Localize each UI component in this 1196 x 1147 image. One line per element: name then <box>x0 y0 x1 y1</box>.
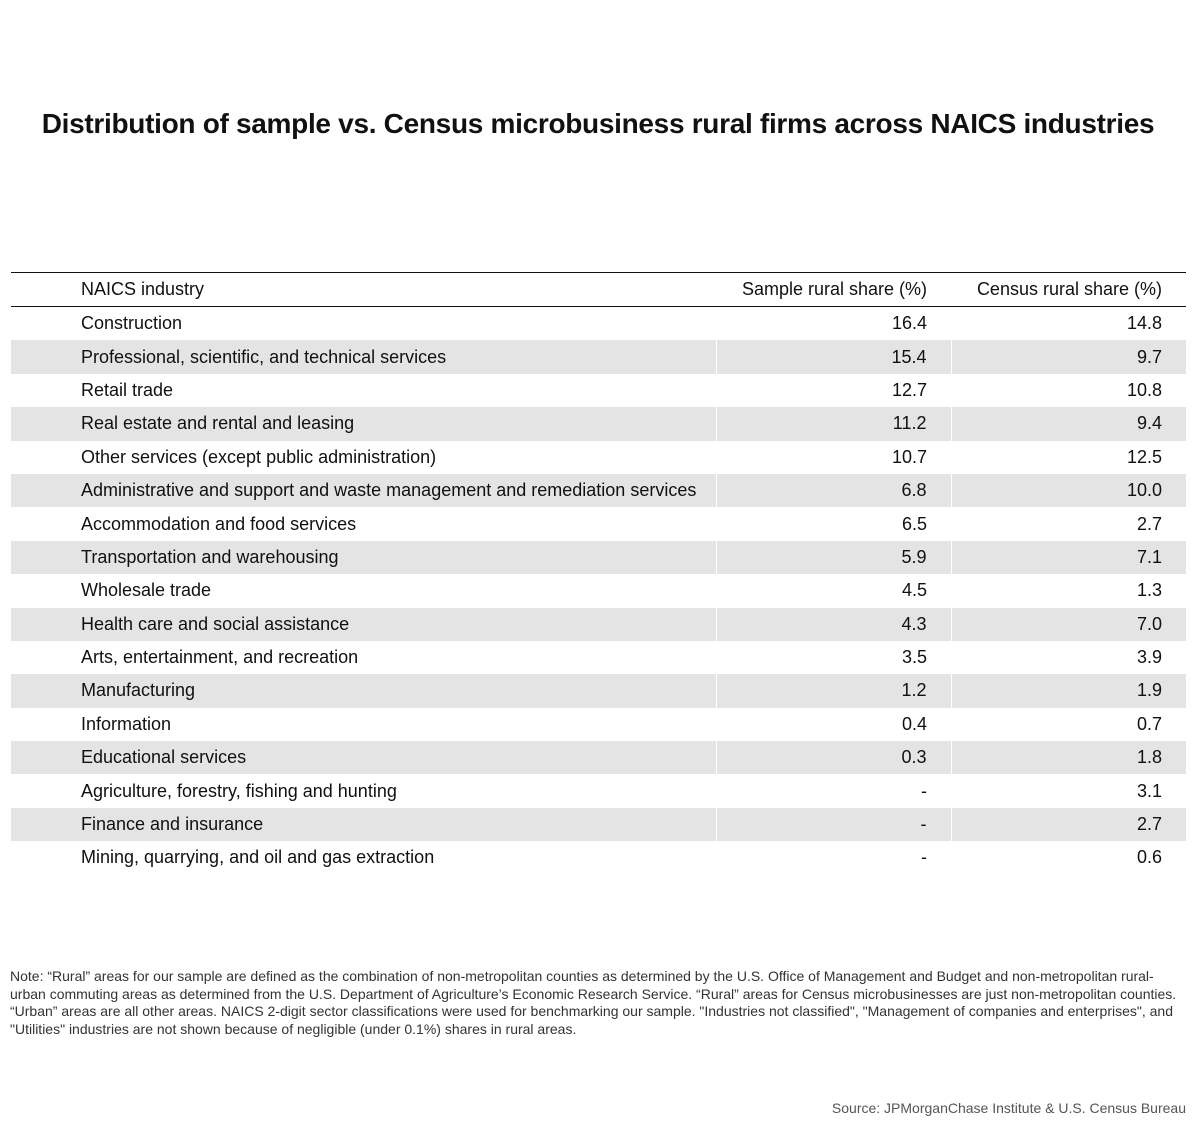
census-share-cell: 3.1 <box>1136 780 1162 801</box>
industry-share-table <box>11 272 1186 875</box>
table-header-row <box>11 273 1186 307</box>
census-share-cell: 1.9 <box>951 674 1186 707</box>
sample-share-cell: 16.4 <box>891 313 927 334</box>
industry-cell: Health care and social assistance <box>11 608 716 641</box>
sample-share-cell: 4.3 <box>716 608 951 641</box>
table-row <box>11 841 1186 874</box>
sample-share-cell: 11.2 <box>716 407 951 440</box>
sample-share-cell: 12.7 <box>891 379 927 400</box>
sample-share-cell: 4.5 <box>901 580 927 601</box>
table-row <box>11 407 1186 440</box>
census-share-cell: 10.0 <box>951 474 1186 507</box>
industry-cell: Arts, entertainment, and recreation <box>81 647 359 668</box>
table-row <box>11 708 1186 741</box>
industry-cell: Information <box>81 713 172 734</box>
census-share-cell: 12.5 <box>1126 446 1162 467</box>
sample-share-cell: - <box>921 847 927 868</box>
table-row <box>11 474 1186 507</box>
census-share-cell: 9.7 <box>951 340 1186 373</box>
census-share-cell: 1.3 <box>1136 580 1162 601</box>
sample-share-cell: 10.7 <box>891 446 927 467</box>
industry-cell: Construction <box>81 313 183 334</box>
sample-share-cell: 1.2 <box>716 674 951 707</box>
census-share-cell: 3.9 <box>1136 647 1162 668</box>
census-share-cell: 10.8 <box>1126 379 1162 400</box>
table-body <box>11 307 1186 875</box>
table-row <box>11 608 1186 641</box>
sample-share-cell: 5.9 <box>716 541 951 574</box>
industry-cell: Other services (except public administration) <box>81 446 437 467</box>
industry-cell: Real estate and rental and leasing <box>11 407 716 440</box>
census-share-cell: 2.7 <box>951 808 1186 841</box>
census-share-cell: 0.7 <box>1136 713 1162 734</box>
table-row <box>11 574 1186 607</box>
industry-cell: Administrative and support and waste management and remediation services <box>11 474 716 507</box>
industry-cell: Professional, scientific, and technical services <box>11 340 716 373</box>
table-row <box>11 507 1186 540</box>
census-share-cell: 0.6 <box>1136 847 1162 868</box>
sample-share-cell: 0.4 <box>901 713 927 734</box>
census-share-cell: 14.8 <box>1126 313 1162 334</box>
table-row <box>11 307 1186 341</box>
industry-table-container <box>11 272 1186 875</box>
sample-share-cell: 0.3 <box>716 741 951 774</box>
table-row <box>11 374 1186 407</box>
column-header-census-share: Census rural share (%) <box>951 273 1186 307</box>
census-share-cell: 2.7 <box>1136 513 1162 534</box>
industry-cell: Accommodation and food services <box>81 513 357 534</box>
sample-share-cell: 15.4 <box>716 340 951 373</box>
industry-cell: Mining, quarrying, and oil and gas extraction <box>81 847 435 868</box>
industry-cell: Transportation and warehousing <box>11 541 716 574</box>
table-row <box>11 641 1186 674</box>
census-share-cell: 1.8 <box>951 741 1186 774</box>
column-header-sample-share: Sample rural share (%) <box>716 273 951 307</box>
sample-share-cell: 3.5 <box>901 647 927 668</box>
table-row <box>11 774 1186 807</box>
table-row <box>11 541 1186 574</box>
census-share-cell: 7.0 <box>951 608 1186 641</box>
sample-share-cell: - <box>921 780 927 801</box>
industry-cell: Manufacturing <box>11 674 716 707</box>
table-row <box>11 340 1186 373</box>
sample-share-cell: 6.8 <box>716 474 951 507</box>
industry-cell: Agriculture, forestry, fishing and hunting <box>81 780 397 801</box>
table-row <box>11 741 1186 774</box>
table-row <box>11 808 1186 841</box>
industry-cell: Retail trade <box>81 379 174 400</box>
industry-cell: Finance and insurance <box>11 808 716 841</box>
table-row <box>11 674 1186 707</box>
footnote: Note: “Rural” areas for our sample are defined as the combination of non-metropolitan counties as determined by the U.S. Office of Management and Budget and non-metropolitan rural-urban commuting areas as determined from the U.S. Department of Agriculture’s Economic Research Service. “Rural” areas for Census microbusinesses are just non-metropolitan counties. “Urban” areas are all other areas. NAICS 2-digit sector classifications were used for benchmarking our sample. "Industries not classified", "Management of companies and enterprises", and "Utilities" industries are not shown because of negligible (under 0.1%) shares in rural areas. <box>10 968 1177 1037</box>
industry-cell: Wholesale trade <box>81 580 212 601</box>
census-share-cell: 9.4 <box>951 407 1186 440</box>
industry-cell: Educational services <box>11 741 716 774</box>
column-header-industry: NAICS industry <box>11 273 716 307</box>
chart-title: Distribution of sample vs. Census microbusiness rural firms across NAICS industries <box>41 108 1155 139</box>
source-credit: Source: JPMorganChase Institute & U.S. Census Bureau <box>831 1100 1186 1116</box>
sample-share-cell: 6.5 <box>901 513 927 534</box>
sample-share-cell: - <box>716 808 951 841</box>
table-row <box>11 441 1186 474</box>
census-share-cell: 7.1 <box>951 541 1186 574</box>
